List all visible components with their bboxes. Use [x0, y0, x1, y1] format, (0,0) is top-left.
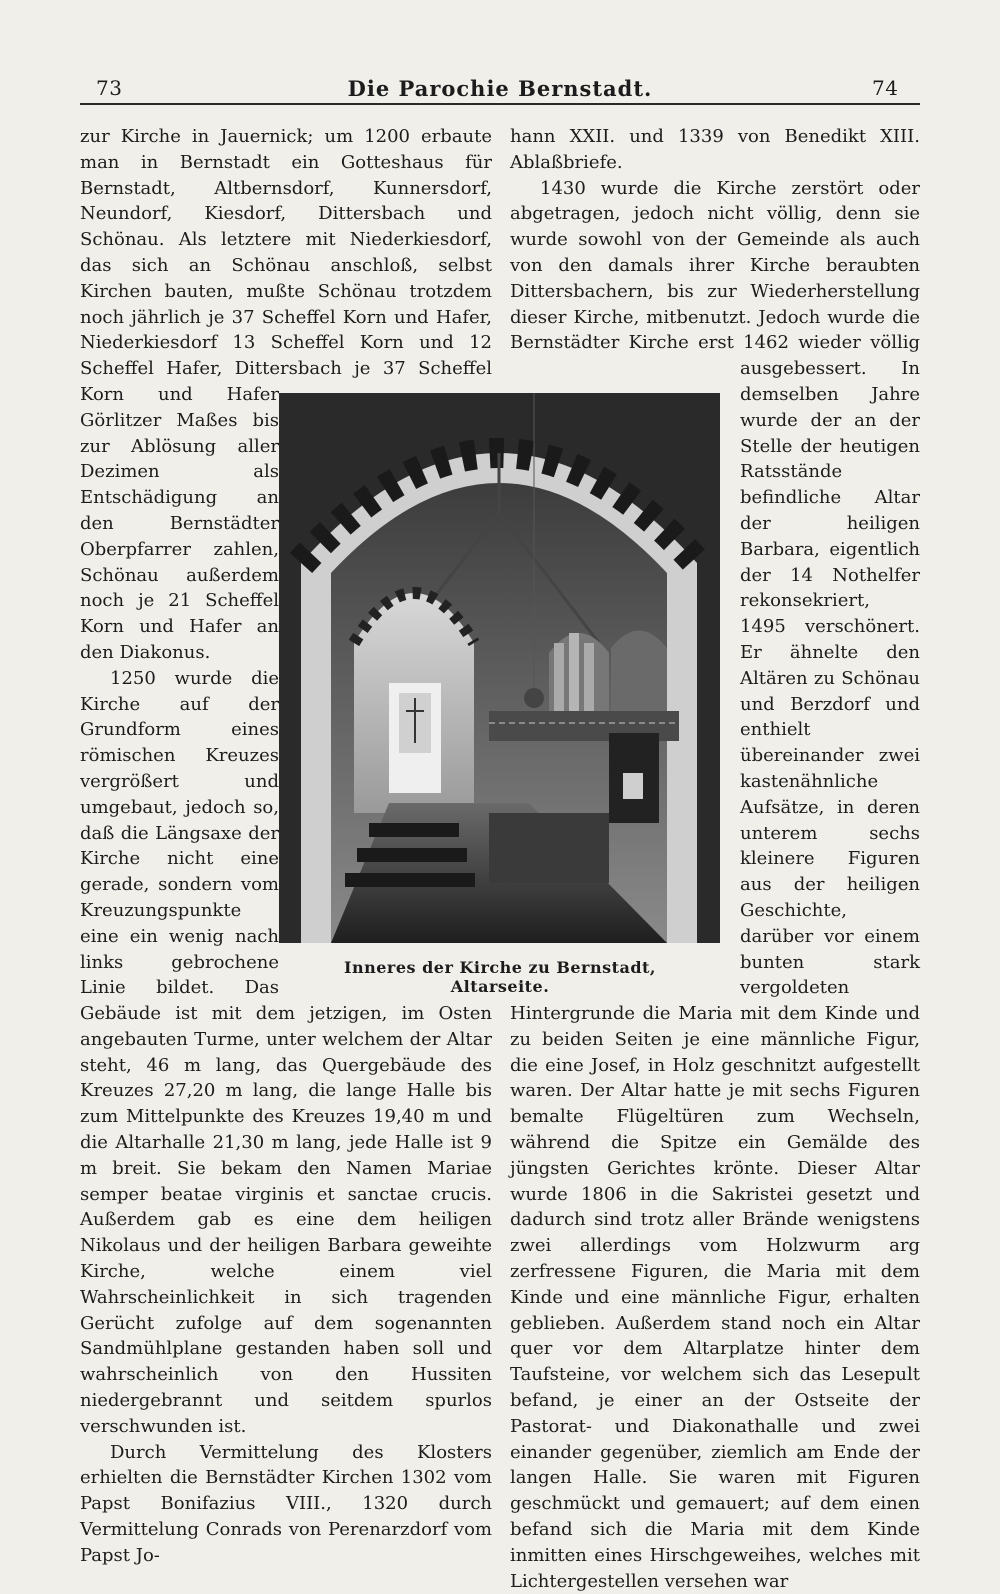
running-title: Die Parochie Bernstadt. — [347, 76, 653, 101]
right-page-number: 74 — [872, 76, 899, 100]
paragraph: hann XXII. und 1339 von Benedikt XIII. Ablaßbriefe. — [510, 126, 920, 173]
paragraph: 1250 wurde die Kirche auf der Grundform eines römischen Kreuzes vergrößert und umgebaut, jedoch so, daß die Längsaxe der Kirche nicht eine gerade, sondern vom Kreuzungspunkte eine ein wenig nach links gebrochene Linie bildet. Das Gebäude ist mit dem jetzigen, im Osten angebauten Turme, unter welchem der Altar steht, 46 m lang, das Quergebäude des Kreuzes 27,20 m lang, die lange Halle bis zum Mittelpunkte des Kreuzes 19,40 m und die Altarhalle 21,30 m lang, jede Halle ist 9 m breit. Sie bekam den Namen Mariae semper beatae virginis et sanctae crucis. Außerdem gab es eine dem heiligen Nikolaus und der heiligen Barbara geweihte Kirche, welche einem viel Wahrscheinlichkeit in sich tragenden Gerücht zufolge auf dem sogenannten Sandmühlplane gestanden haben soll und wahrscheinlich von den Hussiten niedergebrannt und seitdem spurlos verschwunden ist. — [80, 667, 492, 1437]
paragraph: zur Kirche in Jauernick; um 1200 erbaute man in Bernstadt ein Gotteshaus für Bernstadt, Altbernsdorf, Kunnersdorf, Neundorf, Kiesdorf, Dittersbach und Schönau. Als letztere mit Niederkiesdorf, das sich an Schönau anschloß, selbst Kirchen bauten, mußte Schönau trotzdem noch jährlich je 37 Scheffel Korn und Hafer, Niederkiesdorf 13 Scheffel Korn und 12 Scheffel Hafer, Dittersbach je 37 Scheffel Korn und Hafer Görlitzer Maßes bis zur Ablösung aller Dezimen als Entschädigung an den Bernstädter Oberpfarrer zahlen, Schönau außerdem noch je 21 Scheffel Korn und Hafer an den Diakonus. — [80, 126, 492, 663]
paragraph: Durch Vermittelung des Klosters erhielten die Bernstädter Kirchen 1302 vom Papst Bonifazius VIII., 1320 durch Vermittelung Conrads von Perenarzdorf vom Papst Jo- — [80, 1441, 492, 1566]
header-rule — [80, 103, 920, 105]
paragraph: 1430 wurde die Kirche zerstört oder abgetragen, jedoch nicht völlig, denn sie wurde sowohl von der Gemeinde als auch von den damals ihrer Kirche beraubten Dittersbachern, bis zur Wiederherstellung dieser Kirche, mitbenutzt. Jedoch wurde die Bernstädter Kirche erst 1462 wieder völlig ausgebessert. In demselben Jahre wurde der an der Stelle der heutigen Ratsstände befindliche Altar der heiligen Barbara, eigentlich der 14 Nothelfer rekonsekriert, 1495 verschönert. Er ähnelte den Altären zu Schönau und Berzdorf und enthielt übereinander zwei kastenähnliche Aufsätze, in deren unterem sechs kleinere Figuren aus der heiligen Geschichte, darüber vor einem bunten stark vergoldeten Hintergrunde die Maria mit dem Kinde und zu beiden Seiten je eine männliche Figur, die eine Josef, in Holz geschnitzt aufgestellt waren. Der Altar hatte je mit sechs Figuren bemalte Flügeltüren zum Wechseln, während die Spitze ein Gemälde des jüngsten Gerichtes krönte. Dieser Altar wurde 1806 in die Sakristei gesetzt und dadurch sind trotz aller Brände wenigstens zwei allerdings vom Holzwurm arg zerfressene Figuren, die Maria mit dem Kinde und eine männliche Figur, erhalten geblieben. Außerdem stand noch ein Altar quer vor dem Altarplatze hinter dem Taufsteine, vor welchem sich das Lesepult befand, je einer an der Ostseite der Pastorat- und Diakonathalle und zwei einander gegenüber, ziemlich am Ende der langen Halle. Sie waren mit Figuren geschmückt und gemauert; auf dem einen befand sich die Maria mit dem Kinde inmitten eines Hirschgeweihes, welches mit Lichtergestellen versehen war — [510, 177, 920, 1592]
left-page-number: 73 — [96, 76, 123, 100]
church-interior-illustration — [279, 393, 720, 943]
figure-caption: Inneres der Kirche zu Bernstadt, Altarseite. — [344, 958, 656, 996]
